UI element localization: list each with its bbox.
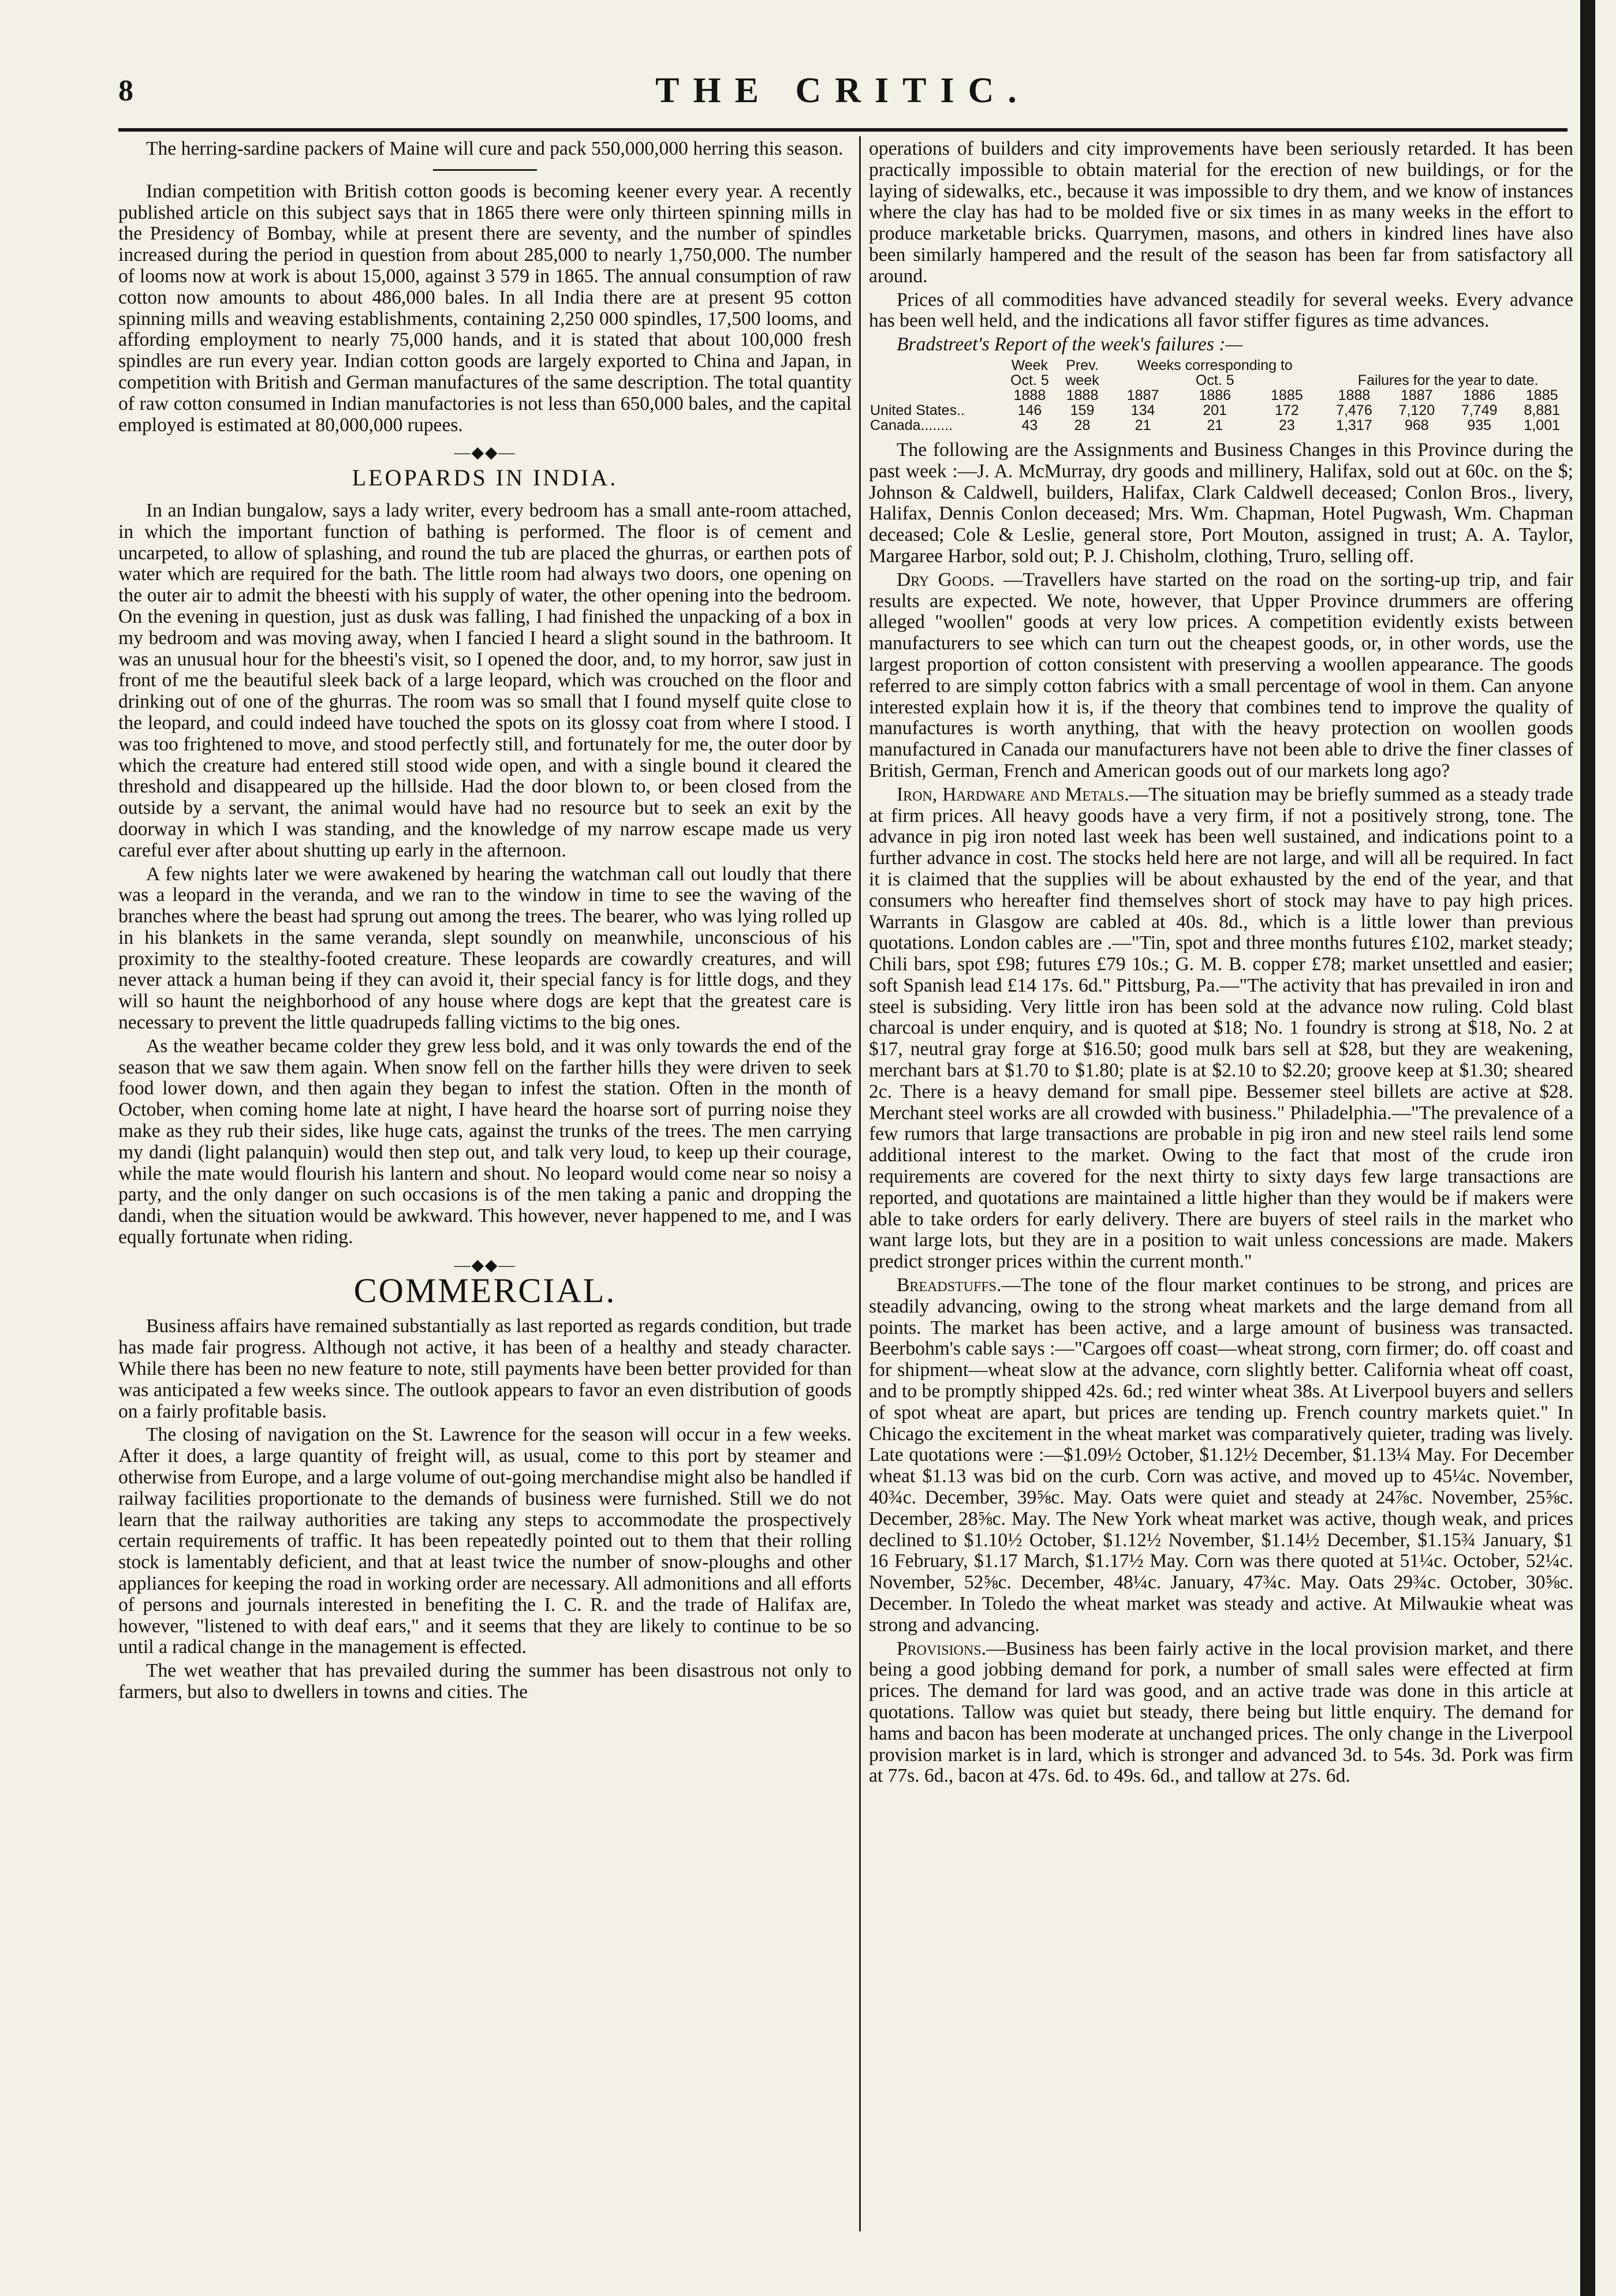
table-cell bbox=[869, 358, 1002, 373]
table-header-row bbox=[869, 358, 1573, 373]
builders-paragraph: operations of builders and city improvements have been seriously retarded. It has been practically impossible to obtain material for the erection of new buildings, or for the laying of sidewalks, etc., because it was impossible to dry them, and we know of instances where the clay has had to be molded five or six times in as many weeks in the effort to produce marketable bricks. Quarrymen, masons, and others in kindred lines have also been similarly hampered and the result of the season has been far from satisfactory all around. bbox=[869, 138, 1573, 287]
page-number: 8 bbox=[118, 74, 133, 107]
table-cell: Prev. bbox=[1066, 357, 1099, 373]
prices-paragraph: Prices of all commodities have advanced steadily for several weeks. Every advance has been well held, and the indications all favor stiffer figures as time advances. bbox=[869, 289, 1573, 332]
table-cell: 21 bbox=[1134, 417, 1151, 433]
table-cell: Oct. 5 bbox=[1010, 372, 1049, 388]
provisions-lead: Provisions. bbox=[897, 1637, 987, 1659]
section-ornament-2: —◆◆— bbox=[454, 1256, 516, 1274]
section-ornament: —◆◆— bbox=[454, 444, 516, 462]
table-row bbox=[869, 403, 1573, 418]
table-cell: 21 bbox=[1207, 417, 1223, 433]
short-rule bbox=[433, 169, 537, 171]
column-divider bbox=[859, 136, 861, 2231]
right-column bbox=[869, 139, 1573, 1789]
table-cell: 1888 bbox=[1066, 387, 1099, 403]
table-cell: 7,476 bbox=[1336, 402, 1372, 418]
commercial-paragraph-2: The closing of navigation on the St. Lawrence for the season will occur in a few weeks. After it does, a large quantity of freight will, as usual, come to this port by steamer and otherwise from Europe, and a large volume of out-going merchandise might also be handled if railway facilities proportionate to the demands of business were furnished. Still we do not learn that the railway authorities are taking any steps to accommodate the prospectively certain requirements of traffic. It has been repeatedly pointed out to them that their rolling stock is lamentably deficient, and that at least twice the number of snow-ploughs and other appliances for keeping the road in working order are necessary. All admonitions and all efforts of persons and journals interested in benefiting the I. C. R. and the trade of Halifax are, however, "listened to with deaf ears," and it seems that they are likely to continue to be so until a radical change in the management is effected. bbox=[118, 1424, 852, 1658]
dry-goods-lead: Dry Goods. bbox=[897, 569, 995, 590]
table-row bbox=[869, 418, 1573, 433]
commercial-heading: COMMERCIAL. bbox=[353, 1271, 617, 1310]
table-cell: 159 bbox=[1070, 402, 1095, 418]
leopards-paragraph-3: As the weather became colder they grew less bold, and it was only towards the end of the season that we saw them again. When snow fell on the farther hills they were driven to seek food lower down, and then again they began to infest the station. Often in the month of October, when coming home late at night, I have heard the hoarse sort of purring noise they make as they rub their sides, like huge cats, against the trunks of the trees. The men carrying my dandi (light palanquin) would then step out, and talk very loud, to keep up their courage, while the mate would flourish his lantern and shout. No leopard would come near so noisy a party, and the only danger on such occasions is of the men taking a panic and dropping the dandi, when the situation would be awkward. This however, never happened to me, and I was equally fortunate when riding. bbox=[118, 1035, 852, 1248]
table-cell: 1888 bbox=[1013, 387, 1046, 403]
commercial-paragraph-1: Business affairs have remained substantially as last reported as regards condition, but trade has made fair progress. Although not active, it has been of a healthy and steady character. While there has been no new feature to note, still payments have been better provided for than was anticipated a few weeks since. The outlook appears to favor an even distribution of goods on a fairly profitable basis. bbox=[118, 1315, 852, 1422]
table-cell: 8,881 bbox=[1524, 402, 1560, 418]
commercial-paragraph-3: The wet weather that has prevailed during the summer has been disastrous not only to farmers, but also to dwellers in towns and cities. The bbox=[118, 1660, 852, 1703]
table-cell: 935 bbox=[1467, 417, 1492, 433]
table-cell: United States.. bbox=[870, 402, 965, 418]
breadstuffs-lead: Breadstuffs. bbox=[897, 1274, 1002, 1296]
table-cell: 43 bbox=[1021, 417, 1038, 433]
page-header bbox=[118, 68, 1568, 126]
dry-goods-text: —Travellers have started on the road on the sorting-up trip, and fair results are expected. We note, however, that Upper Province drummers are offering alleged "woollen" goods at very low prices. A competition evidently exists between manufacturers to see which can turn out the cheapest goods, or, in other words, use the largest proportion of cotton consistent with preserving a woollen appearance. The goods referred to are simply cotton fabrics with a small percentage of wool in them. Can anyone interested explain how it is, if the theory that combines tend to improve the quality of manufactures is worth anything, that with the heavy protection on woollen goods manufactured in Canada our manufacturers have not been able to drive the finer classes of British, German, French and American goods out of our markets long ago? bbox=[869, 569, 1573, 781]
table-cell: 968 bbox=[1404, 417, 1429, 433]
table-cell: 1,317 bbox=[1336, 417, 1372, 433]
indian-cotton-paragraph: Indian competition with British cotton goods is becoming keener every year. A recently published article on this subject says that in 1865 there were only thirteen spinning mills in the Presidency of Bombay, while at present there are seventy, and the number of spindles increased during the period in question from about 285,000 to nearly 1,750,000. The number of looms now at work is about 15,000, against 3 579 in 1865. The annual consumption of raw cotton now amounts to about 486,000 bales. In all India there are at present 95 cotton spinning mills and weaving establishments, containing 2,250 000 spindles, 17,500 looms, and affording employment to nearly 75,000 hands, and it is stated that about 100,000 fresh spindles are run every year. Indian cotton goods are largely exported to China and Japan, in competition with British and German manufactures of the same description. The total quantity of raw cotton consumed in Indian manufactories is not less than 650,000 bales, and the capital employed is estimated at 80,000,000 rupees. bbox=[118, 180, 852, 436]
table-cell: 23 bbox=[1279, 417, 1295, 433]
iron-text: —The situation may be briefly summed as a steady trade at firm prices. All heavy goods have a very firm, if not a positively strong, tone. The advance in pig iron noted last week has been well sustained, and indications point to a further advance in cost. The stocks held here are not large, and will all be required. In fact it is claimed that the supplies will be about exhausted by the end of the year, and that consumers who hereafter find themselves short of stock may have to pay high prices. Warrants in Glasgow are cabled at 40s. 8d., which is a little lower than previous quotations. London cables are .—"Tin, spot and three months futures £102, market steady; Chili bars, spot £98; futures £79 10s.; G. M. B. copper £78; market unsettled and easier; soft Spanish lead £14 17s. 6d." Pittsburg, Pa.—"The activity that has prevailed in iron and steel is subsiding. Very little iron has been sold at the advance now ruling. Cold blast charcoal is under enquiry, and is quoted at $18; No. 1 foundry is strong at $18, No. 2 at $17, neutral gray forge at $16.50; good mulk bars sell at $28, but they are weakening, merchant bars at $1.70 to $1.80; plate is at $2.10 to $2.20; groove keep at $1.30; sheared 2c. There is a heavy demand for small pipe. Bessemer steel billets are active at $28. Merchant steel works are all crowded with business." Philadelphia.—"The prevalence of a few rumors that large transactions are probable in pig iron and new steel rails lend some additional interest to the market. Owing to the fact that most of the crude iron requirements are covered for the next thirty to sixty days few large transactions are reported, and quotations are maintained a little higher than they would be if makers were able to take orders for early delivery. There are buyers of steel rails in the market who want large lots, but they are in a position to wait unless concessions are made. Makers predict stronger prices within the current month." bbox=[869, 783, 1573, 1273]
table-cell: Weeks corresponding to bbox=[1137, 357, 1293, 373]
assignments-paragraph: The following are the Assignments and Business Changes in this Province during the past week :—J. A. McMurray, dry goods and millinery, Halifax, sold out at 60c. on the $; Johnson & Caldwell, builders, Halifax, Clark Caldwell deceased; Conlon Bros., livery, Halifax, Dennis Conlon deceased; Mrs. Wm. Chapman, Hotel Pugwash, Wm. Chapman deceased; Cole & Leslie, general store, Port Mouton, assigned in trust; A. A. Taylor, Margaree Harbor, sold out; P. J. Chisholm, clothing, Truro, selling off. bbox=[869, 439, 1573, 567]
breadstuffs-text: —The tone of the flour market continues to be strong, and prices are steadily advancing, owing to the strong wheat markets and the large demand from all points. The market has been active, and a large amount of business was transacted. Beerbohm's cable says :—"Cargoes off coast—wheat strong, corn firmer; do. off coast and for shipment—wheat slow at the advance, corn slightly better. California wheat off coast, and to be promptly shipped 42s. 6d.; red winter wheat 38s. At Liverpool buyers and sellers of spot wheat are apart, but prices are tending up. French country markets quiet." In Chicago the excitement in the wheat market was comparatively quieter, trading was lively. Late quotations were :—$1.09½ October, $1.12½ December, $1.13¼ May. For December wheat $1.13 was bid on the curb. Corn was active, and moved up to 45¼c. November, 40¾c. December, 39⅝c. May. Oats were quiet and steady at 24⅞c. November, 25⅝c. December, 28⅝c. May. The New York wheat market was active, though weak, and prices declined to $1.10½ October, $1.12½ November, $1.14½ December, $1.15¾ January, $1 16 February, $1.17 March, $1.17½ May. Corn was there quoted at 51¼c. October, 52¼c. November, 52⅝c. December, 48¼c. January, 47¾c. May. Oats 29¾c. October, 30⅝c. December. In Toledo the wheat market was steady and active. At Milwaukie wheat was strong and advancing. bbox=[869, 1274, 1573, 1636]
dry-goods-paragraph bbox=[869, 570, 1573, 782]
table-cell: week bbox=[1065, 372, 1099, 388]
leopards-heading: LEOPARDS IN INDIA. bbox=[352, 465, 618, 491]
iron-lead: Iron, Hardware and Metals. bbox=[897, 783, 1129, 805]
table-header-row bbox=[869, 388, 1573, 403]
table-cell: 1887 bbox=[1126, 387, 1159, 403]
table-cell bbox=[869, 373, 1002, 388]
table-cell: 1885 bbox=[1271, 387, 1303, 403]
table-cell: 7,749 bbox=[1461, 402, 1498, 418]
table-cell: 1,001 bbox=[1524, 417, 1560, 433]
table-cell: Canada........ bbox=[870, 417, 953, 433]
leopards-paragraph-2: A few nights later we were awakened by hearing the watchman call out loudly that there was a leopard in the veranda, and we ran to the window in time to see the waving of the branches where the beast had sprung out among the trees. The bearer, who was lying rolled up in his blankets in the same veranda, slept soundly on meanwhile, unconscious of his proximity to the stealthy-footed creature. These leopards are cowardly creatures, and will never attack a human being if they can avoid it, their special fancy is for little dogs, and they will so haunt the neighborhood of any house where dogs are kept that the greatest care is necessary to prevent the little quadrupeds falling victims to the big ones. bbox=[118, 863, 852, 1034]
provisions-text: —Business has been fairly active in the local provision market, and there being a good jobbing demand for pork, a number of small sales were effected at firm prices. The demand for lard was good, and an active trade was done in this article at quotations. Tallow was quiet but steady, there being but little enquiry. The demand for hams and bacon has been moderate at unchanged prices. The only change in the Liverpool provision market is in lard, which is stronger and advanced 3d. to 54s. 3d. Pork was firm at 77s. 6d., bacon at 47s. 6d. to 49s. 6d., and tallow at 27s. 6d. bbox=[869, 1637, 1573, 1787]
table-cell: 201 bbox=[1203, 402, 1227, 418]
table-cell: Oct. 5 bbox=[1195, 372, 1234, 388]
table-cell bbox=[869, 388, 1002, 403]
header-rule bbox=[118, 128, 1568, 132]
failures-table bbox=[869, 358, 1573, 433]
provisions-paragraph bbox=[869, 1639, 1573, 1788]
table-cell: Week bbox=[1011, 357, 1048, 373]
table-cell: Failures for the year to date. bbox=[1357, 372, 1539, 388]
table-cell: 28 bbox=[1074, 417, 1091, 433]
table-header-row bbox=[869, 373, 1573, 388]
table-cell: 134 bbox=[1130, 402, 1155, 418]
table-cell: 1886 bbox=[1199, 387, 1231, 403]
table-cell bbox=[1323, 358, 1573, 373]
bradstreets-label: Bradstreet's Report of the week's failures :— bbox=[897, 334, 1243, 356]
leopards-paragraph-1: In an Indian bungalow, says a lady writer, every bedroom has a small ante-room attached, in which the important function of bathing is performed. The floor is of cement and uncarpeted, to allow of splashing, and round the tub are placed the ghurras, or earthen pots of water which are required for the bath. The little room had always two doors, one opening on the outer air to admit the bheesti with his supply of water, the other opening into the bedroom. On the evening in question, just as dusk was falling, I had finished the unpacking of a box in my bedroom and was moving away, when I fancied I heard a slight sound in the bathroom. It was an unusual hour for the bheesti's visit, so I opened the door, and, to my horror, saw just in front of me the beautiful sleek back of a large leopard, which was crouched on the floor and drinking out of one of the ghurras. The room was so small that I found myself quite close to the leopard, and could indeed have touched the spots on its glossy coat from where I stood. I was too frightened to move, and stood perfectly still, and fortunately for me, the outer door by which the creature had entered still stood wide open, and with a single bound it cleared the threshold and disappeared up the hillside. Had the door blown to, or been closed from the outside by a servant, the animal would have had no resource but to seek an exit by the doorway in which I was standing, and the knowledge of my narrow escape made us very careful ever after about shutting up early in the afternoon. bbox=[118, 499, 852, 861]
page-edge-border bbox=[1580, 0, 1595, 2296]
table-cell: 7,120 bbox=[1398, 402, 1435, 418]
table-cell: 1888 bbox=[1338, 387, 1371, 403]
iron-paragraph bbox=[869, 784, 1573, 1273]
masthead-title: THE CRITIC. bbox=[655, 71, 1031, 110]
breadstuffs-paragraph bbox=[869, 1275, 1573, 1636]
bradstreets-intro bbox=[869, 334, 1573, 356]
table-cell: 1886 bbox=[1463, 387, 1496, 403]
table-cell: 172 bbox=[1275, 402, 1299, 418]
table-cell: 1885 bbox=[1525, 387, 1558, 403]
table-cell: 1887 bbox=[1401, 387, 1433, 403]
left-column bbox=[118, 139, 852, 1706]
table-cell: 146 bbox=[1017, 402, 1042, 418]
herring-paragraph: The herring-sardine packers of Maine will cure and pack 550,000,000 herring this season. bbox=[146, 138, 844, 159]
